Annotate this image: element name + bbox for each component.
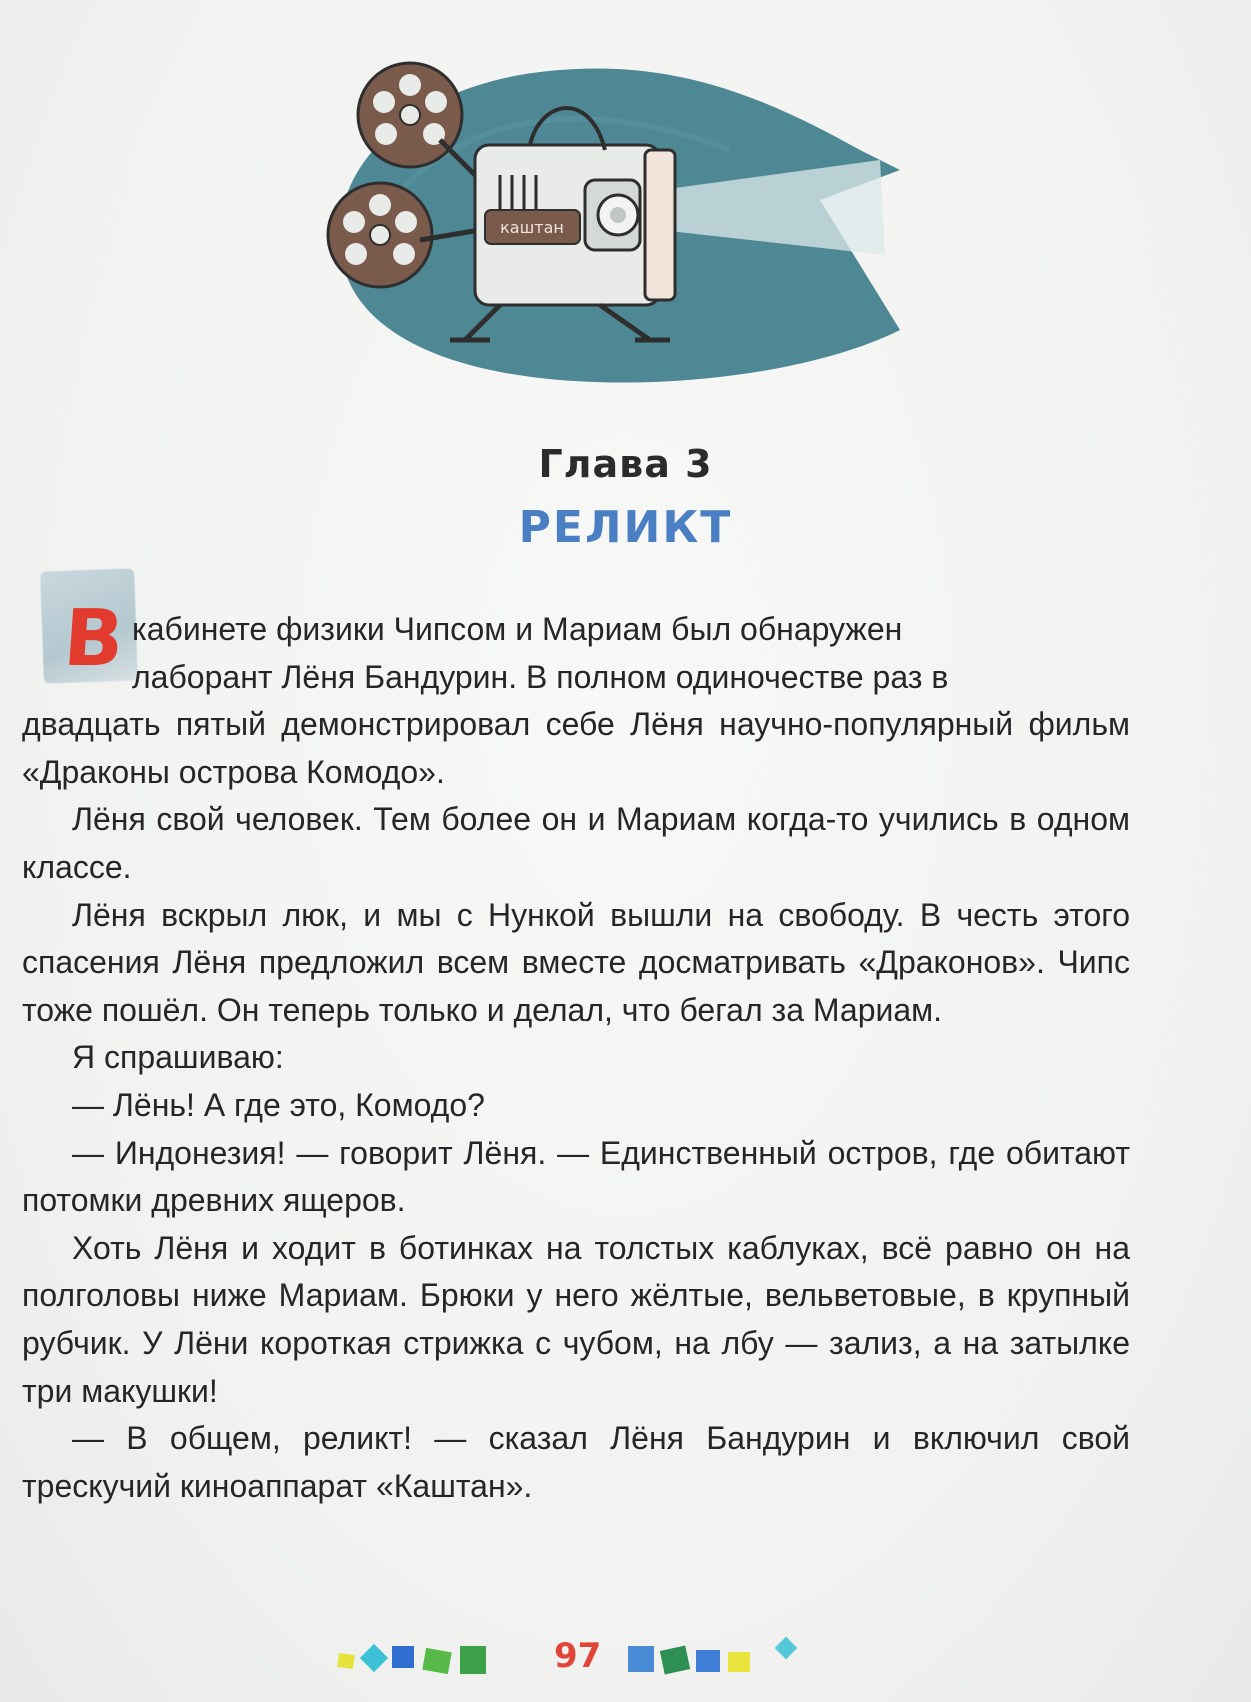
dropcap-letter: В bbox=[60, 594, 127, 684]
page-footer-decoration bbox=[0, 1640, 1251, 1680]
paragraph-1-line-2: лаборант Лёня Бандурин. В полном одиночестве раз в bbox=[132, 658, 949, 695]
paragraph-3: Лёня вскрыл люк, и мы с Нункой вышли на свободу. В честь этого спасения Лёня предложил всем вместе досматривать «Драконов». Чипс тоже пошёл. Он теперь только и делал, что бегал за Мариам. bbox=[22, 896, 1130, 1028]
top-reel-icon bbox=[358, 63, 462, 167]
bottom-reel-icon bbox=[328, 183, 432, 287]
page-number: 97 bbox=[554, 1636, 602, 1676]
chapter-title: РЕЛИКТ bbox=[518, 502, 733, 553]
chapter-text bbox=[22, 606, 1130, 1510]
projector-image bbox=[300, 40, 960, 390]
footer-square bbox=[696, 1650, 720, 1672]
paragraph-5: — Лёнь! А где это, Комодо? bbox=[72, 1086, 485, 1123]
paragraph-7: Хоть Лёня и ходит в ботинках на толстых каблуках, всё равно он на полголовы ниже Мариам. Брюки у него жёлтые, вельветовые, в крупный рубчик. У Лёни короткая стрижка с чубом, на лбу — зализ, а на затылке три макушки! bbox=[22, 1229, 1130, 1409]
footer-square bbox=[728, 1652, 750, 1672]
footer-square bbox=[422, 1648, 451, 1674]
footer-square bbox=[360, 1644, 388, 1672]
projector-illustration bbox=[300, 40, 960, 390]
footer-square bbox=[660, 1646, 690, 1675]
chapter-number: Глава 3 bbox=[538, 442, 713, 486]
paragraph-6: — Индонезия! — говорит Лёня. — Единственный остров, где обитают потомки древних ящеров. bbox=[22, 1134, 1130, 1219]
footer-square bbox=[337, 1653, 355, 1669]
footer-square bbox=[392, 1646, 414, 1668]
footer-square bbox=[775, 1637, 798, 1660]
projector-label: каштан bbox=[500, 218, 564, 237]
paragraph-4: Я спрашиваю: bbox=[72, 1039, 284, 1076]
footer-square bbox=[460, 1646, 486, 1674]
paragraph-1-rest: двадцать пятый демонстрировал себе Лёня научно-популярный фильм «Драконы острова Комодо». bbox=[22, 706, 1130, 790]
footer-square bbox=[628, 1646, 654, 1672]
paragraph-2: Лёня свой человек. Тем более он и Мариам когда-то учились в одном классе. bbox=[22, 801, 1130, 885]
paragraph-8: — В общем, реликт! — сказал Лёня Бандурин и включил свой трескучий киноаппарат «Каштан». bbox=[22, 1420, 1130, 1504]
paragraph-1-line-1: кабинете физики Чипсом и Мариам был обнаружен bbox=[132, 611, 903, 647]
